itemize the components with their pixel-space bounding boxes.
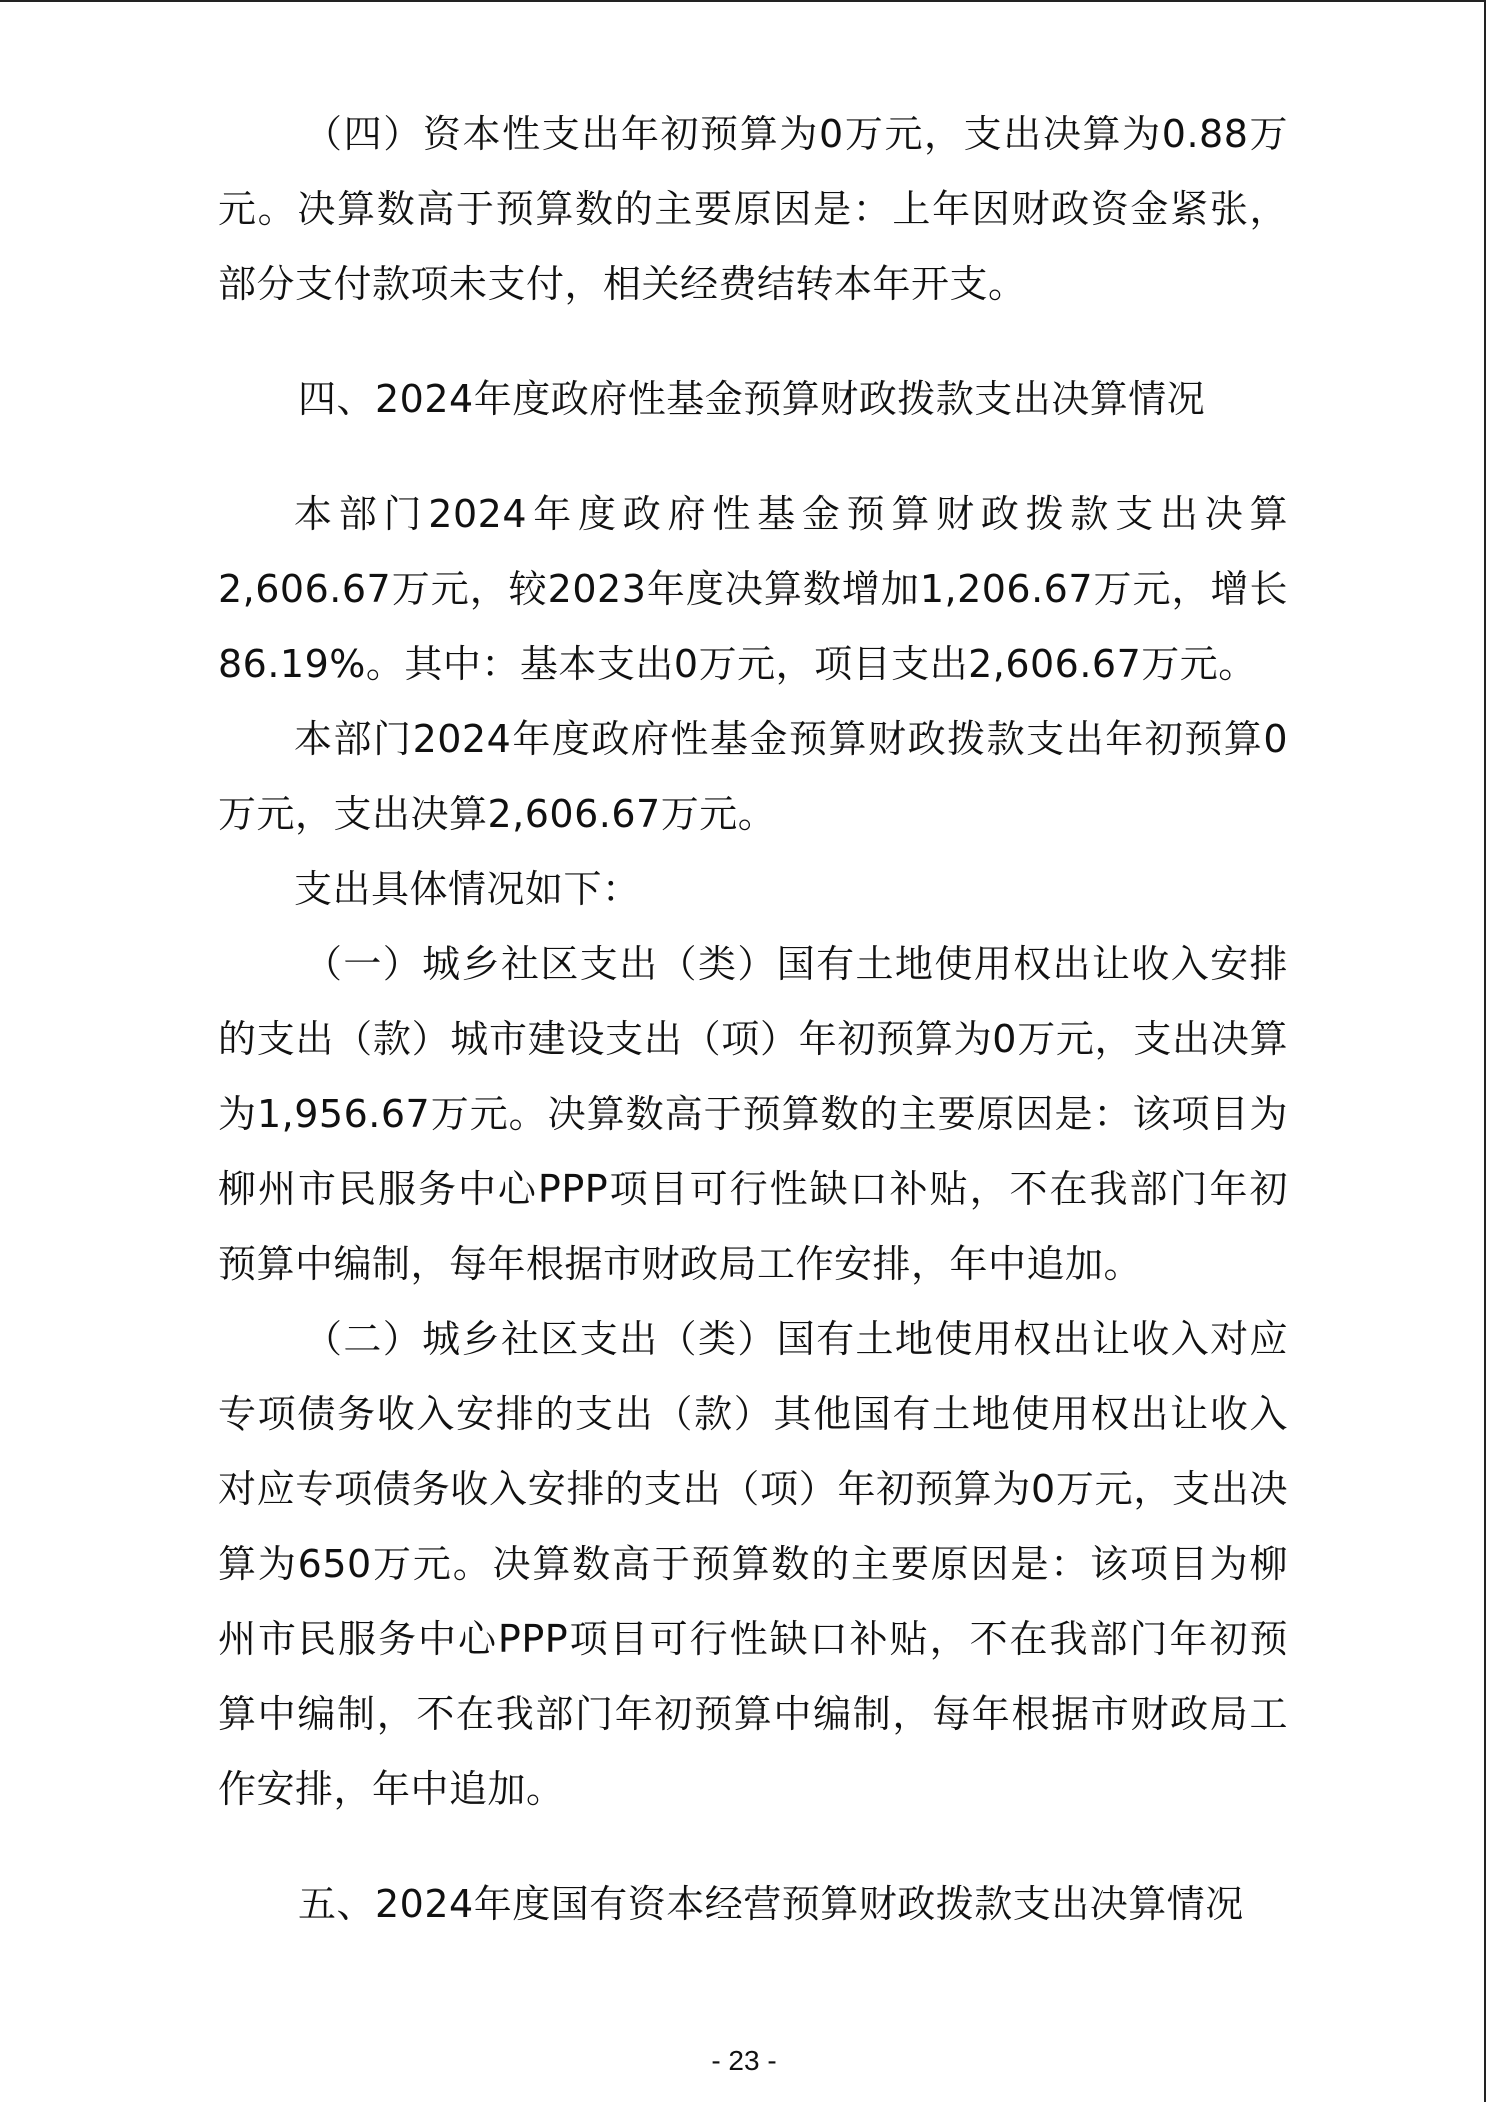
page-number: - 23 - xyxy=(711,2045,777,2076)
paragraph-capital-expenditure: （四）资本性支出年初预算为0万元，支出决算为0.88万元。决算数高于预算数的主要原因是：上年因财政资金紧张，部分支付款项未支付，相关经费结转本年开支。 xyxy=(218,112,1288,306)
paragraph-details-intro: 支出具体情况如下： xyxy=(294,867,641,911)
paragraph-fund-budget: 本部门2024年度政府性基金预算财政拨款支出年初预算0万元，支出决算2,606.67万元。 xyxy=(218,717,1288,836)
paragraph-item-1: （一）城乡社区支出（类）国有土地使用权出让收入安排的支出（款）城市建设支出（项）年初预算为0万元，支出决算为1,956.67万元。决算数高于预算数的主要原因是：该项目为柳州市民服务中心PPP项目可行性缺口补贴，不在我部门年初预算中编制，每年根据市财政局工作安排，年中追加。 xyxy=(218,942,1288,1286)
paragraph-item-2: （二）城乡社区支出（类）国有土地使用权出让收入对应专项债务收入安排的支出（款）其他国有土地使用权出让收入对应专项债务收入安排的支出（项）年初预算为0万元，支出决算为650万元。决算数高于预算数的主要原因是：该项目为柳州市民服务中心PPP项目可行性缺口补贴，不在我部门年初预算中编制，不在我部门年初预算中编制，每年根据市财政局工作安排，年中追加。 xyxy=(218,1317,1288,1811)
paragraph-fund-summary: 本部门2024年度政府性基金预算财政拨款支出决算2,606.67万元，较2023年度决算数增加1,206.67万元，增长86.19%。其中：基本支出0万元，项目支出2,606.67万元。 xyxy=(218,492,1288,686)
section-heading-5: 五、2024年度国有资本经营预算财政拨款支出决算情况 xyxy=(298,1882,1244,1926)
section-heading-4: 四、2024年度政府性基金预算财政拨款支出决算情况 xyxy=(298,377,1206,421)
document-body xyxy=(218,97,1288,1942)
